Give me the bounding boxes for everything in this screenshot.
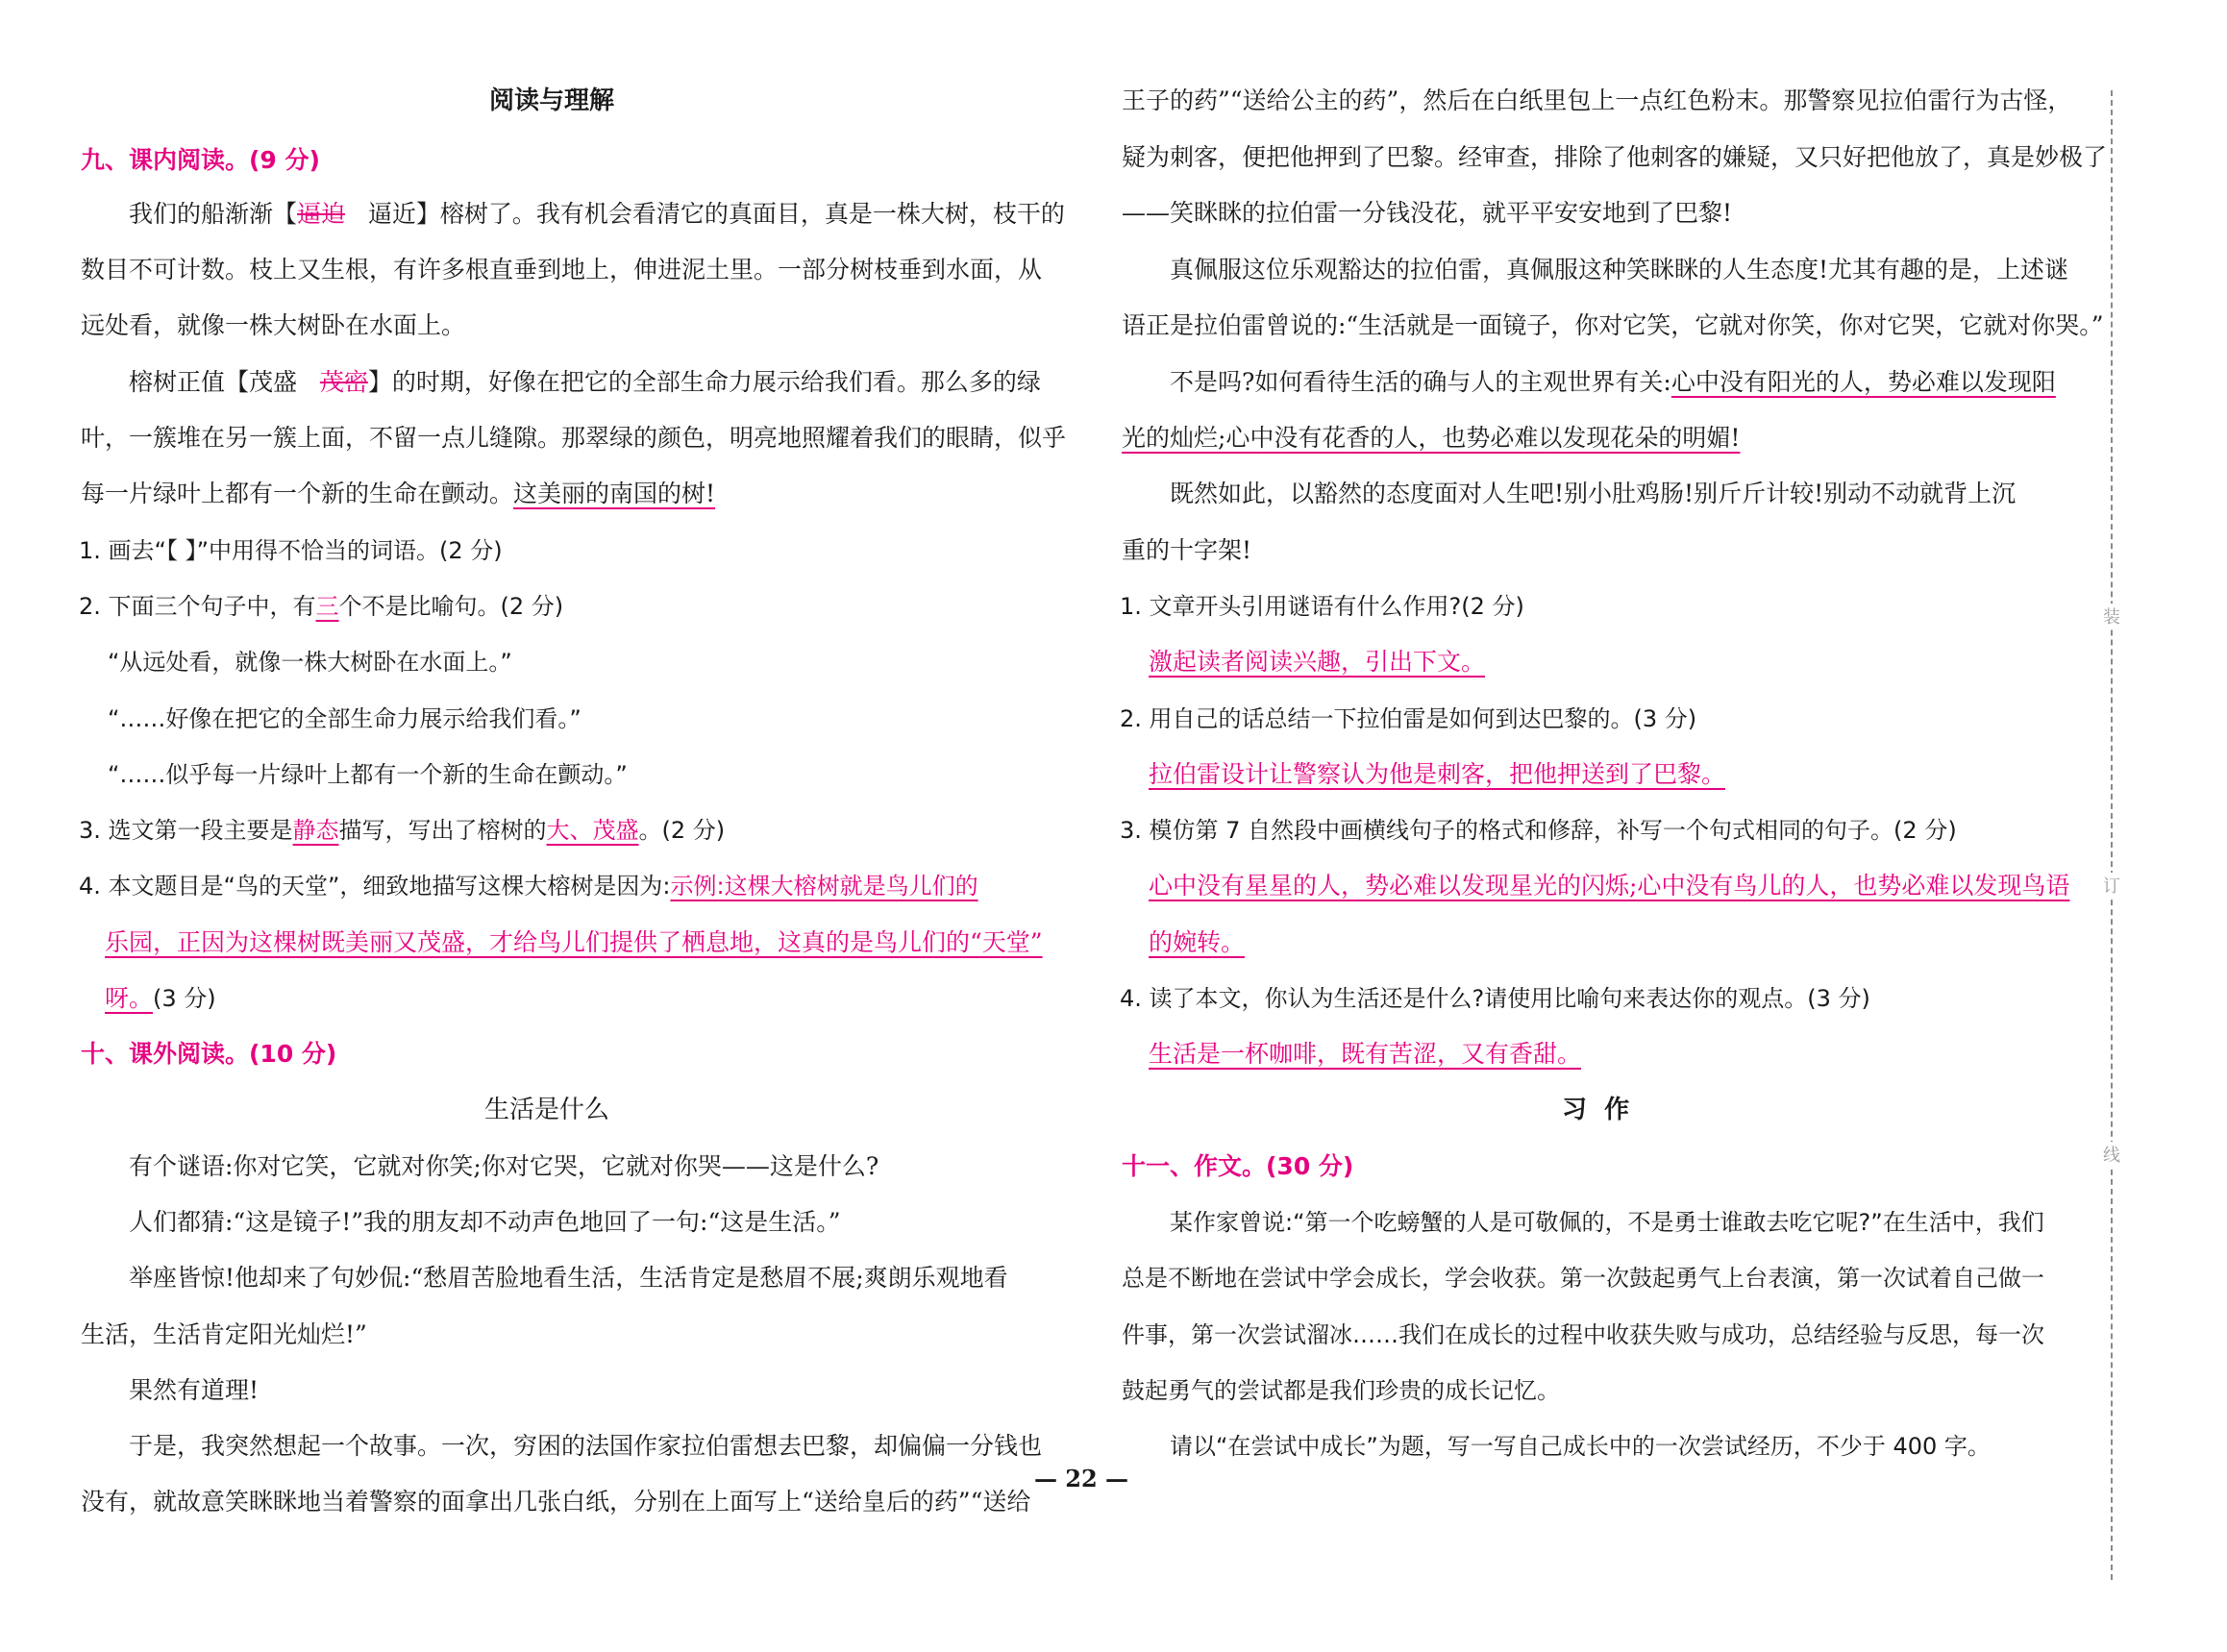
question-10-1: 1. 文章开头引用谜语有什么作用?(2 分) [1120, 593, 1524, 620]
question-9-2: 2. 下面三个句子中，有三个不是比喻句。(2 分) [79, 593, 564, 620]
story-title: 生活是什么 [484, 1096, 610, 1124]
story-para-7-line1: 不是吗?如何看待生活的确与人的主观世界有关:心中没有阳光的人，势必难以发现阳 [1170, 368, 2056, 396]
story-para-1: 有个谜语:你对它笑，它就对你笑;你对它哭，它就对你哭——这是什么? [129, 1152, 879, 1180]
section-10-header: 十、课外阅读。(10 分) [81, 1040, 337, 1068]
question-9-1: 1. 画去“【 】”中用得不恰当的词语。(2 分) [79, 537, 503, 564]
story-para-5-line2: 没有，就故意笑眯眯地当着警察的面拿出几张白纸，分别在上面写上“送给皇后的药”“送给 [81, 1488, 1031, 1516]
writing-prompt-line5: 请以“在尝试中成长”为题，写一写自己成长中的一次尝试经历，不少于 400 字。 [1170, 1433, 1991, 1460]
answer-10-3-line2: 的婉转。 [1149, 928, 1246, 956]
writing-prompt-line2: 总是不断地在尝试中学会成长，学会收获。第一次鼓起勇气上台表演，第一次试着自己做一 [1122, 1265, 2044, 1292]
story-cont-line1: 王子的药”“送给公主的药”，然后在白纸里包上一点红色粉末。那警察见拉伯雷行为古怪， [1122, 86, 2072, 114]
story-para-6-line2: 语正是拉伯雷曾说的:“生活就是一面镜子，你对它笑，它就对你笑，你对它哭，它就对你哭。” [1122, 311, 2104, 339]
question-10-3: 3. 模仿第 7 自然段中画横线句子的格式和修辞，补写一个句式相同的句子。(2 分) [1120, 817, 1957, 844]
question-9-2-sentence-1: “从远处看，就像一株大树卧在水面上。” [108, 649, 512, 676]
writing-prompt-line3: 件事，第一次尝试溜冰……我们在成长的过程中收获失败与成功，总结经验与反思，每一次 [1122, 1321, 2044, 1348]
answer-10-2: 拉伯雷设计让警察认为他是刺客，把他押送到了巴黎。 [1149, 760, 1726, 788]
binding-mark-zhuang: 装 [2097, 604, 2126, 629]
answer-9-4-line2: 乐园，正因为这棵树既美丽又茂盛，才给鸟儿们提供了栖息地，这真的是鸟儿们的“天堂” [105, 928, 1043, 956]
story-para-6-line1: 真佩服这位乐观豁达的拉伯雷，真佩服这种笑眯眯的人生态度!尤其有趣的是，上述谜 [1170, 256, 2069, 284]
question-10-4: 4. 读了本文，你认为生活还是什么?请使用比喻句来表达你的观点。(3 分) [1120, 985, 1870, 1012]
question-9-4: 4. 本文题目是“鸟的天堂”，细致地描写这棵大榕树是因为:示例:这棵大榕树就是鸟儿们的 [79, 873, 978, 900]
writing-prompt-line1: 某作家曾说:“第一个吃螃蟹的人是可敬佩的，不是勇士谁敢去吃它呢?”在生活中，我们 [1170, 1209, 2044, 1236]
answer-10-1: 激起读者阅读兴趣，引出下文。 [1149, 648, 1486, 676]
answer-9-3-a: 静态 [292, 817, 339, 844]
story-cont-line3: ——笑眯眯的拉伯雷一分钱没花，就平平安安地到了巴黎! [1122, 199, 1733, 227]
writing-section-title: 习 作 [1562, 1096, 1630, 1124]
question-9-2-sentence-2: “……好像在把它的全部生命力展示给我们看。” [108, 705, 581, 732]
story-para-3-line1: 举座皆惊!他却来了句妙侃:“愁眉苦脸地看生活，生活肯定是愁眉不展;爽朗乐观地看 [129, 1264, 1008, 1292]
binding-mark-xian: 线 [2097, 1142, 2126, 1167]
answer-10-3-line1: 心中没有星星的人，势必难以发现星光的闪烁;心中没有鸟儿的人，也势必难以发现鸟语 [1149, 872, 2070, 900]
binding-mark-ding: 订 [2097, 873, 2126, 898]
question-9-3: 3. 选文第一段主要是静态描写，写出了榕树的大、茂盛。(2 分) [79, 817, 726, 844]
story-para-4: 果然有道理! [129, 1376, 260, 1404]
binding-dashed-line [2111, 90, 2113, 1580]
passage2-line1: 榕树正值【茂盛 茂密】的时期，好像在把它的全部生命力展示给我们看。那么多的绿 [129, 368, 1041, 396]
answer-10-4: 生活是一杯咖啡，既有苦涩，又有香甜。 [1149, 1040, 1582, 1068]
story-para-3-line2: 生活，生活肯定阳光灿烂!” [81, 1320, 367, 1348]
struck-option-maomi: 茂密 [319, 368, 368, 396]
writing-prompt-line4: 鼓起勇气的尝试都是我们珍贵的成长记忆。 [1122, 1377, 1560, 1404]
story-para-8-line1: 既然如此，以豁然的态度面对人生吧!别小肚鸡肠!别斤斤计较!别动不动就背上沉 [1170, 480, 2017, 507]
question-10-2: 2. 用自己的话总结一下拉伯雷是如何到达巴黎的。(3 分) [1120, 705, 1697, 732]
story-para-7-line2 [1122, 422, 1740, 455]
story-para-8-line2: 重的十字架! [1122, 536, 1252, 564]
section-9-header: 九、课内阅读。(9 分) [81, 146, 320, 174]
underlined-sentence-part2: 光的灿烂;心中没有花香的人，也势必难以发现花朵的明媚! [1122, 424, 1741, 452]
section-11-header: 十一、作文。(30 分) [1122, 1152, 1354, 1180]
underlined-sentence: 这美丽的南国的树! [513, 480, 716, 507]
passage1-line1: 我们的船渐渐【逼迫 逼近】榕树了。我有机会看清它的真面目，真是一株大树，枝干的 [129, 200, 1065, 228]
passage2-line3: 每一片绿叶上都有一个新的生命在颤动。这美丽的南国的树! [81, 480, 716, 507]
story-para-5-line1: 于是，我突然想起一个故事。一次，穷困的法国作家拉伯雷想去巴黎，却偏偏一分钱也 [129, 1432, 1043, 1460]
story-cont-line2: 疑为刺客，便把他押到了巴黎。经审查，排除了他刺客的嫌疑，又只好把他放了，真是妙极了 [1122, 143, 2108, 171]
reading-section-title: 阅读与理解 [489, 86, 615, 115]
answer-9-3-b: 大、茂盛 [546, 817, 639, 844]
answer-9-4-line1: 示例:这棵大榕树就是鸟儿们的 [670, 873, 978, 900]
underlined-sentence-part1: 心中没有阳光的人，势必难以发现阳 [1670, 368, 2056, 396]
page-number: — 22 — [1033, 1465, 1129, 1492]
passage1-line2: 数目不可计数。枝上又生根，有许多根直垂到地上，伸进泥土里。一部分树枝垂到水面，从 [81, 256, 1043, 284]
answer-9-2: 三 [315, 593, 339, 620]
question-9-2-sentence-3: “……似乎每一片绿叶上都有一个新的生命在颤动。” [108, 761, 628, 788]
struck-option-bipo: 逼迫 [297, 200, 346, 228]
answer-9-4-line3: 呀。(3 分) [105, 984, 216, 1012]
story-para-2: 人们都猜:“这是镜子!”我的朋友却不动声色地回了一句:“这是生活。” [129, 1208, 841, 1236]
passage2-line2: 叶，一簇堆在另一簇上面，不留一点儿缝隙。那翠绿的颜色，明亮地照耀着我们的眼睛，似乎 [81, 424, 1067, 452]
passage1-line3: 远处看，就像一株大树卧在水面上。 [81, 311, 466, 339]
